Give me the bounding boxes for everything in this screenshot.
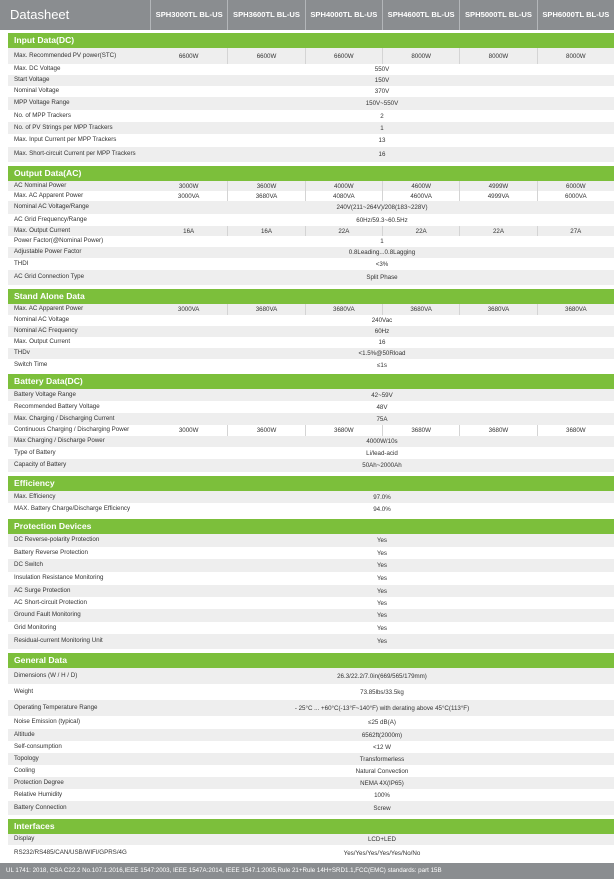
spec-value: 3600W [227, 181, 304, 191]
spec-value: Natural Convection [355, 767, 409, 775]
section-header: Efficiency [8, 476, 614, 491]
spec-value: 3000VA [177, 306, 200, 313]
spec-value: 1 [380, 124, 384, 132]
model-column-header: SPH3600TL BL-US [227, 0, 304, 30]
spec-row [8, 741, 614, 753]
spec-value: 3000W [178, 427, 199, 434]
spec-row [8, 716, 614, 729]
spec-value: 75A [376, 415, 388, 423]
spec-row [8, 609, 614, 622]
section-header: Input Data(DC) [8, 33, 614, 48]
spec-value: Yes [376, 612, 388, 619]
spec-row [8, 572, 614, 585]
spec-row [8, 258, 614, 270]
spec-value: 3680VA [459, 304, 536, 315]
spec-label: Insulation Resistance Monitoring [14, 574, 104, 582]
spec-row [8, 547, 614, 559]
spec-value: 3680VA [382, 304, 459, 315]
spec-label: Ground Fault Monitoring [14, 611, 81, 619]
spec-value: Yes [376, 624, 388, 632]
spec-row [8, 765, 614, 777]
spec-value: - 25°C ... +60°C(-13°F~140°F) with derating above 45°C(113°F) [294, 704, 470, 712]
spec-value: <12 W [372, 743, 392, 751]
spec-row [8, 559, 614, 572]
spec-value: Yes [376, 587, 388, 595]
spec-row [8, 147, 614, 162]
spec-value: 73.85lbs/33.5kg [360, 688, 404, 696]
section-header: Protection Devices [8, 519, 614, 534]
spec-label: THDv [14, 349, 30, 357]
spec-value: 1 [380, 238, 384, 245]
spec-row [8, 214, 614, 226]
section-header: Output Data(AC) [8, 166, 614, 181]
spec-value: 3680W [537, 425, 614, 436]
spec-row [8, 845, 614, 862]
spec-label: No. of MPP Trackers [14, 111, 71, 119]
spec-value: NEMA 4X(IP65) [360, 779, 404, 787]
spec-row [8, 789, 614, 801]
spec-value: 4999W [459, 181, 536, 191]
spec-label: Max Charging / Discharge Power [14, 437, 105, 445]
spec-value: 240Vac [371, 317, 393, 324]
section-header: General Data [8, 653, 614, 668]
spec-value: Yes [376, 638, 388, 645]
spec-label: Capacity of Battery [14, 461, 67, 469]
spec-value: 100% [374, 791, 390, 799]
spec-value: Yes [376, 599, 388, 607]
spec-row [8, 348, 614, 359]
spec-value: ≤1s [377, 361, 387, 369]
spec-value: 3000VA [177, 192, 200, 200]
spec-row [8, 86, 614, 97]
spec-label: Residual-current Monitoring Unit [14, 637, 103, 645]
spec-label: THDI [14, 259, 29, 267]
spec-label: Dimensions (W / H / D) [14, 671, 78, 679]
spec-row [8, 634, 614, 649]
spec-value: 150V~550V [365, 100, 399, 107]
spec-label: Max. Efficiency [14, 492, 56, 500]
spec-row [8, 425, 614, 436]
spec-label: Altitude [14, 730, 35, 738]
spec-value: Yes/Yes/Yes/Yes/Yes/No/No [343, 850, 421, 857]
section-header: Battery Data(DC) [8, 374, 614, 389]
spec-value: 8000W [382, 48, 459, 64]
spec-value: 3680W [382, 425, 459, 436]
spec-value: 6600W [178, 52, 199, 60]
spec-value: Yes [376, 575, 388, 582]
spec-row [8, 401, 614, 413]
spec-label: AC Nominal Power [14, 181, 67, 189]
spec-row [8, 48, 614, 64]
spec-row [8, 700, 614, 716]
spec-label: Max. Input Current per MPP Trackers [14, 136, 117, 144]
spec-label: Display [14, 835, 35, 843]
spec-value: 4000W [305, 181, 382, 191]
spec-label: Cooling [14, 766, 35, 774]
spec-label: Nominal AC Frequency [14, 327, 78, 335]
spec-value: 6000W [537, 181, 614, 191]
spec-value: 8000W [459, 48, 536, 64]
spec-value: 150V [374, 77, 390, 84]
spec-value: 16 [378, 151, 386, 158]
spec-value: 240V(211~264V)/208(183~228V) [336, 204, 428, 211]
spec-label: Max. Recommended PV power(STC) [14, 51, 117, 59]
spec-row [8, 191, 614, 201]
spec-label: Adjustable Power Factor [14, 248, 82, 256]
spec-row [8, 359, 614, 371]
spec-label: Power Factor(@Nominal Power) [14, 237, 104, 245]
spec-row [8, 315, 614, 326]
spec-row [8, 413, 614, 425]
spec-row [8, 337, 614, 348]
spec-row [8, 684, 614, 700]
model-column-header: SPH6000TL BL-US [537, 0, 614, 30]
spec-value: 550V [374, 66, 390, 73]
spec-row [8, 304, 614, 315]
spec-value: 60Hz [374, 328, 390, 335]
spec-row [8, 64, 614, 75]
spec-value: 3680VA [227, 191, 304, 201]
spec-row [8, 436, 614, 447]
spec-value: 3680VA [305, 304, 382, 315]
spec-value: 26.3/22.2/7.0in(669/565/179mm) [337, 672, 427, 680]
spec-label: Max. DC Voltage [14, 65, 61, 73]
spec-value: Yes [376, 537, 388, 544]
spec-value: ≤25 dB(A) [368, 719, 396, 726]
model-column-header: SPH4000TL BL-US [305, 0, 382, 30]
spec-label: Noise Emission (typical) [14, 718, 81, 726]
spec-label: Max. Short-circuit Current per MPP Trackers [14, 150, 136, 158]
spec-row [8, 134, 614, 147]
spec-value: 94.0% [373, 506, 391, 513]
spec-value: 6000VA [537, 191, 614, 201]
spec-label: Recommended Battery Voltage [14, 402, 100, 410]
datasheet-title: Datasheet [10, 7, 70, 22]
spec-label: Max. Output Current [14, 338, 71, 346]
spec-value: 3000W [178, 182, 199, 190]
spec-value: 4080VA [305, 191, 382, 201]
spec-value: 370V [374, 88, 390, 95]
spec-value: 2 [380, 112, 384, 120]
spec-label: Nominal AC Voltage [14, 316, 70, 324]
spec-label: Battery Reverse Protection [14, 548, 88, 556]
spec-row [8, 97, 614, 110]
spec-row [8, 389, 614, 401]
spec-row [8, 226, 614, 236]
spec-value: 4999VA [459, 191, 536, 201]
spec-value: 22A [305, 226, 382, 236]
spec-value: 97.0% [373, 493, 391, 501]
spec-value: 27A [537, 226, 614, 236]
spec-label: Max. AC Apparent Power [14, 305, 84, 313]
datasheet-header [0, 0, 614, 30]
spec-row [8, 503, 614, 516]
spec-row [8, 834, 614, 845]
spec-value: 16A [183, 227, 195, 235]
spec-label: AC Surge Protection [14, 586, 71, 594]
spec-row [8, 459, 614, 472]
spec-label: Battery Connection [14, 803, 67, 811]
spec-value: 48V [376, 403, 388, 411]
section-header: Interfaces [8, 819, 614, 834]
spec-row [8, 668, 614, 684]
spec-row [8, 110, 614, 122]
spec-label: Relative Humidity [14, 790, 63, 798]
spec-value: 42~59V [371, 391, 393, 399]
spec-value: <3% [375, 260, 389, 268]
spec-value: 60Hz/59.3~60.5Hz [356, 216, 408, 224]
spec-value: 22A [382, 226, 459, 236]
spec-row [8, 491, 614, 503]
spec-value: 22A [459, 226, 536, 236]
spec-value: Split Phase [366, 274, 398, 281]
spec-row [8, 801, 614, 815]
spec-value: 0.8Leading...0.8Lagging [348, 249, 416, 256]
spec-value: 16A [227, 226, 304, 236]
spec-value: 3680VA [227, 304, 304, 315]
spec-label: No. of PV Strings per MPP Trackers [14, 123, 113, 131]
spec-label: Continuous Charging / Discharging Power [14, 426, 130, 434]
spec-row [8, 753, 614, 765]
model-column-header: SPH4600TL BL-US [382, 0, 459, 30]
section-header: Stand Alone Data [8, 289, 614, 304]
spec-row [8, 534, 614, 547]
spec-value: Li/lead-acid [366, 449, 398, 457]
spec-row [8, 585, 614, 597]
spec-value: 13 [378, 137, 386, 144]
spec-label: MAX. Battery Charge/Discharge Efficiency [14, 505, 131, 513]
spec-value: Yes [376, 549, 388, 557]
spec-label: Protection Degree [14, 778, 64, 786]
spec-label: Self-consumption [14, 742, 62, 750]
spec-label: Grid Monitoring [14, 623, 57, 631]
spec-value: 3680W [305, 425, 382, 436]
spec-label: Max. Output Current [14, 226, 71, 234]
spec-label: Start Voltage [14, 76, 50, 84]
spec-value: 4600W [382, 181, 459, 191]
spec-label: Type of Battery [14, 448, 56, 456]
spec-label: Nominal AC Voltage/Range [14, 203, 89, 211]
spec-value: Yes [376, 562, 388, 569]
spec-label: Weight [14, 687, 34, 695]
spec-label: Battery Voltage Range [14, 390, 76, 398]
spec-value: 50Ah~2000Ah [362, 462, 402, 469]
spec-row [8, 326, 614, 337]
spec-label: Switch Time [14, 360, 48, 368]
spec-label: RS232/RS485/CAN/USB/WIFI/GPRS/4G [14, 849, 127, 857]
standards-footer: UL 1741: 2018, CSA C22.2 No.107.1:2016,IEEE 1547:2003, IEEE 1547A:2014, IEEE 1547.1:2005,Rule 21+Rule 14H+SRD1.1,FCC(EMC) standards: part 15B [0, 863, 614, 879]
spec-row [8, 597, 614, 609]
spec-value: 4000W/10s [366, 438, 398, 445]
model-column-header: SPH5000TL BL-US [459, 0, 536, 30]
spec-value: 6562ft(2000m) [361, 731, 403, 739]
spec-row [8, 447, 614, 459]
spec-value: Screw [373, 804, 391, 812]
spec-row [8, 777, 614, 789]
spec-value: 4600VA [382, 191, 459, 201]
spec-value: LCD+LED [367, 836, 396, 843]
spec-value: Transformerless [359, 755, 405, 763]
spec-value: 3680W [459, 425, 536, 436]
spec-row [8, 201, 614, 214]
spec-value: <1.5%@50Rload [358, 350, 406, 357]
spec-label: Topology [14, 754, 39, 762]
spec-label: DC Reverse-polarity Protection [14, 536, 100, 544]
spec-value: 6600W [227, 48, 304, 64]
spec-row [8, 181, 614, 191]
spec-row [8, 247, 614, 258]
spec-row [8, 236, 614, 247]
spec-label: AC Grid Connection Type [14, 273, 85, 281]
spec-value: 8000W [537, 48, 614, 64]
spec-label: Operating Temperature Range [14, 703, 98, 711]
spec-value: 16 [378, 339, 386, 346]
spec-label: AC Grid Frequency/Range [14, 215, 87, 223]
spec-label: DC Switch [14, 561, 43, 569]
spec-row [8, 729, 614, 741]
spec-value: 3680VA [537, 304, 614, 315]
spec-label: Max. Charging / Discharging Current [14, 414, 115, 422]
spec-label: Nominal Voltage [14, 87, 60, 95]
spec-row [8, 122, 614, 134]
spec-row [8, 622, 614, 634]
spec-row [8, 270, 614, 285]
spec-value: 6600W [305, 48, 382, 64]
model-column-header: SPH3000TL BL-US [150, 0, 227, 30]
spec-label: AC Short-circuit Protection [14, 598, 87, 606]
spec-label: MPP Voltage Range [14, 99, 70, 107]
spec-label: Max. AC Apparent Power [14, 191, 84, 199]
spec-row [8, 75, 614, 86]
spec-value: 3600W [227, 425, 304, 436]
